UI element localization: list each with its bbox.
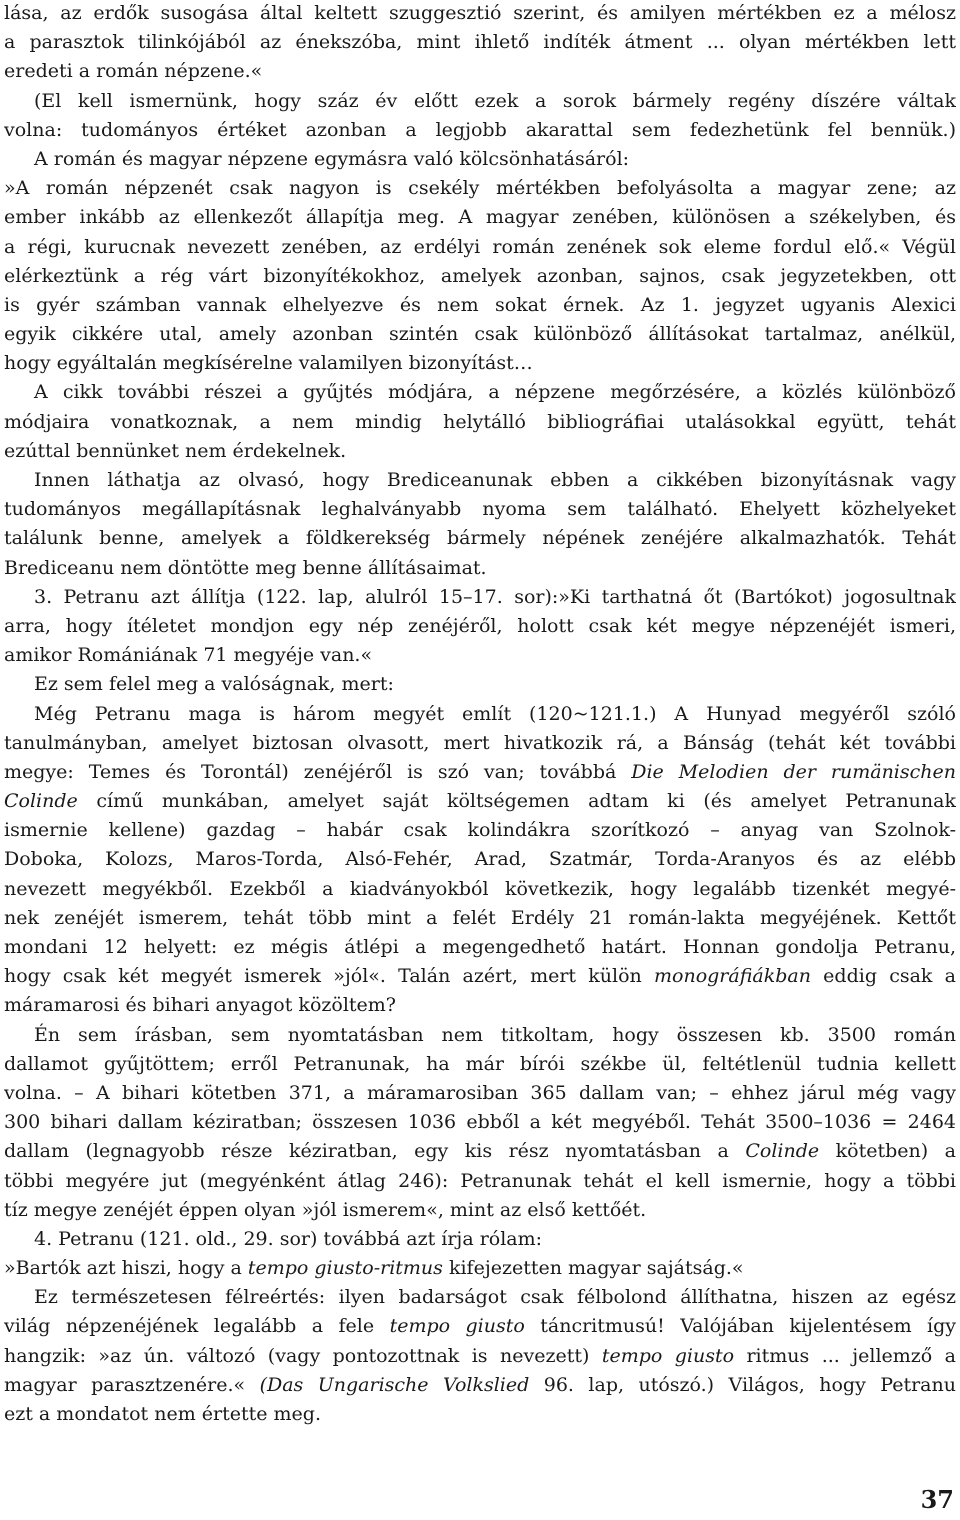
text-line: A román és magyar népzene egymásra való kölcsönhatásáról: — [34, 147, 630, 170]
text-segment: ritmus ... jellemző a — [734, 1344, 956, 1367]
text-line: Még Petranu maga is három megyét említ (120~121.1.) A Hunyad megyéről szóló — [34, 702, 956, 725]
text-line: ezúttal bennünket nem érdekelnek. — [4, 439, 347, 462]
text-line: hogy egyáltalán megkísérelne valamilyen bizonyítást… — [4, 352, 533, 375]
text-line: többi megyére jut (megyénként átlag 246): Petranunak tehát el kell ismernie, hogy a többi — [4, 1169, 956, 1192]
text-line: Doboka, Kolozs, Maros-Torda, Alsó-Fehér, Arad, Szatmár, Torda-Aranyos és az elébb — [4, 848, 956, 871]
text-line: arra, hogy ítéletet mondjon egy nép zenéjéről, holott csak két megye népzenéjét ismeri, — [4, 614, 956, 637]
body-text — [4, 0, 956, 1429]
text-line: tanulmányban, amelyet biztosan olvasott, mert hivatkozik rá, a Bánság (tehát két további — [4, 731, 956, 754]
text-segment: kötetben) a — [819, 1140, 956, 1163]
text-line: 4. Petranu (121. old., 29. sor) továbbá azt írja rólam: — [34, 1227, 543, 1250]
text-line — [4, 1342, 956, 1371]
text-segment: hogy csak két megyét ismerek »jól«. Talán azért, mert külön — [4, 965, 655, 988]
text-line: amikor Romániának 71 megyéje van.« — [4, 644, 373, 667]
text-segment: világ népzenéjének legalább a fele — [4, 1315, 390, 1338]
text-line: Én sem írásban, sem nyomtatásban nem titkoltam, hogy összesen kb. 3500 román — [34, 1023, 956, 1046]
text-segment: kifejezetten magyar sajátság.« — [442, 1257, 744, 1280]
text-segment: magyar parasztzenére.« — [4, 1373, 260, 1396]
text-line: a régi, kurucnak nevezett zenében, az erdélyi román zenének sok eleme fordul elő.« Végül — [4, 235, 956, 258]
text-line: (El kell ismernünk, hogy száz év előtt ezek a sorok bármely regény díszére váltak — [34, 89, 956, 112]
text-line: nek zenéjét ismerem, tehát több mint a felét Erdély 21 román-lakta megyéjének. Kettőt — [4, 906, 956, 929]
text-line — [4, 787, 956, 816]
text-line: egyik cikkére utal, amely azonban szintén csak különböző állításokat tartalmaz, anélkül, — [4, 323, 956, 346]
text-line: A cikk további részei a gyűjtés módjára, a népzene megőrzésére, a közlés különböző — [34, 381, 956, 404]
text-line: találunk benne, amelyek a földkerekség bármely népének zenéjére alkalmazhatók. Tehát — [4, 527, 956, 550]
text-line: 3. Petranu azt állítja (122. lap, alulról 15–17. sor):»Ki tarthatná őt (Bartókot) jogosultnak — [34, 585, 956, 608]
text-segment: 96. lap, utószó.) Világos, hogy Petranu — [529, 1373, 956, 1396]
text-segment: táncritmusú! Valójában kijelentésem így — [524, 1315, 956, 1338]
text-line — [4, 1371, 956, 1400]
text-line — [4, 758, 956, 787]
italic-text: (Das Ungarische Volkslied — [259, 1373, 530, 1396]
page-number: 37 — [920, 1485, 954, 1514]
text-line: elérkeztünk a rég várt bizonyítékokhoz, amelyek azonban, sajnos, csak jegyzetekben, ott — [4, 264, 956, 287]
italic-text: monográfiákban — [654, 965, 811, 988]
text-line: a parasztok tilinkójából az énekszóba, mint ihlető indíték átment ... olyan mértékben lett — [4, 31, 956, 54]
text-segment: eddig csak a — [810, 965, 956, 988]
text-line: Brediceanu nem döntötte meg benne állításaimat. — [4, 556, 487, 579]
text-line: ezt a mondatot nem értette meg. — [4, 1403, 321, 1425]
text-line: 300 bihari dallam kéziratban; összesen 1036 ebből a két megyéből. Tehát 3500–1036 = 2464 — [4, 1111, 956, 1134]
text-segment: »Bartók azt hiszi, hogy a — [4, 1257, 248, 1280]
text-line: tíz megye zenéjét éppen olyan »jól ismerem«, mint az első kettőét. — [4, 1198, 647, 1221]
text-line: ember inkább az ellenkezőt állapítja meg. A magyar zenében, különösen a székelyben, és — [4, 206, 956, 229]
text-segment: megye: Temes és Torontál) zenéjéről is szó van; továbbá — [4, 760, 632, 783]
text-line: Innen láthatja az olvasó, hogy Brediceanunak ebben a cikkében bizonyításnak vagy — [34, 469, 956, 491]
text-line: ismernie kellene) gazdag – habár csak kolindákra szorítkozó – anyag van Szolnok- — [4, 819, 956, 842]
text-line — [4, 1254, 956, 1283]
text-line: volna. – A bihari kötetben 371, a máramarosiban 365 dallam van; – ehhez járul még vagy — [4, 1081, 956, 1104]
text-line: mondani 12 helyett: ez mégis átlépi a megengedhető határt. Honnan gondolja Petranu, — [4, 936, 956, 958]
text-line: tudományos megállapításnak leghalványabb nyoma sem található. Ehelyett közhelyeket — [4, 498, 956, 521]
italic-text: Die Melodien der rumänischen — [631, 760, 956, 783]
text-line: módjaira vonatkoznak, a nem mindig helytálló bibliográfiai utalásokkal együtt, tehát — [4, 410, 956, 433]
text-segment: dallam (legnagyobb része kéziratban, egy kis rész nyomtatásban a — [4, 1140, 746, 1163]
italic-text: tempo giusto-ritmus — [247, 1257, 443, 1280]
italic-text: Colinde — [4, 790, 78, 813]
text-segment: című munkában, amelyet saját költségemen adtam ki (és amelyet Petranunak — [77, 790, 956, 813]
italic-text: Colinde — [745, 1140, 820, 1163]
text-line: máramarosi és bihari anyagot közöltem? — [4, 994, 396, 1017]
text-line: volna: tudományos értéket azonban a legjobb akarattal sem fedezhetünk fel bennük.) — [4, 118, 956, 141]
text-line: is gyér számban vannak elhelyezve és nem sokat érnek. Az 1. jegyzet ugyanis Alexici — [4, 293, 956, 316]
text-line: dallamot gyűjtöttem; erről Petranunak, ha már bírói székbe ül, feltétlenül tudnia kellett — [4, 1052, 956, 1075]
text-line: nevezett megyékből. Ezekből a kiadványokból következik, hogy legalább tizenkét megyé- — [4, 877, 956, 900]
text-line — [4, 962, 956, 991]
text-line — [4, 1312, 956, 1341]
text-line: »A román népzenét csak nagyon is csekély mértékben befolyásolta a magyar zene; az — [4, 177, 956, 200]
text-line: eredeti a román népzene.« — [4, 60, 263, 83]
text-segment: hangzik: »az ún. változó (vagy pontozottnak is nevezett) — [4, 1344, 602, 1367]
text-line: Ez sem felel meg a valóságnak, mert: — [34, 673, 394, 696]
italic-text: tempo giusto — [601, 1344, 735, 1367]
italic-text: tempo giusto — [389, 1315, 525, 1338]
text-line: Ez természetesen félreértés: ilyen badarságot csak félbolond állíthatna, hiszen az egész — [34, 1286, 956, 1309]
text-line — [4, 1137, 956, 1166]
text-line: lása, az erdők susogása által keltett szuggesztió szerint, és amilyen mértékben ez a mélosz — [4, 2, 956, 24]
